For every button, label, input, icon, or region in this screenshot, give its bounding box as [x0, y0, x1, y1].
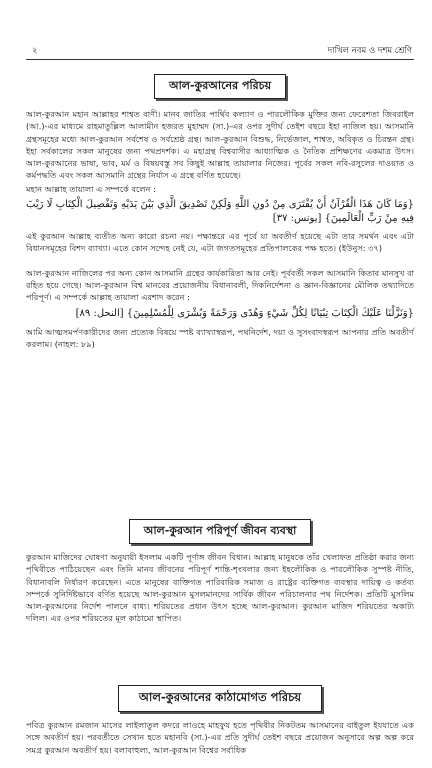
header-rule — [26, 59, 414, 60]
arabic-verse: {وَنَزَّلْنَا عَلَيْكَ الْكِتَابَ تِبْيَانًا لِكُلِّ شَيْءٍ وَهُدًى وَرَحْمَةً وَبُشْرَى لِلْمُسْلِمِينَ} [النحل: ٨٩] — [75, 307, 414, 319]
quote-intro: মহান আল্লাহ তায়ালা এ সম্পর্কে বলেন : — [26, 183, 156, 194]
page-number: ২ — [32, 46, 38, 56]
section-title: আল-কুরআন পরিপূর্ণ জীবন ব্যবস্থা — [129, 519, 312, 544]
arabic-verse: {وَمَا كَانَ هَذَا الْقُرْآنُ أَنْ يُفْتَرَى مِنْ دُونِ اللَّهِ وَلَكِنْ تَصْدِيقَ الَّذِي بَيْنَ يَدَيْهِ وَتَفْصِيلَ الْكِتَابِ لَا رَيْبَ فِيهِ مِنْ رَبِّ الْعَالَمِينَ} [يونس: ٣٧] — [26, 199, 414, 225]
section-structure — [26, 685, 414, 756]
verse-translation: এই কুরআন আল্লাহ ব্যতীত অন্য কারো রচনা নয়। পক্ষান্তরে এর পূর্বে যা অবতীর্ণ হয়েছে এটা তার সমর্থন এবং এটা বিধানসমূহের বিশদ ব্যাখ্যা। এতে কোন সন্দেহ নেই যে, এটা জগতসমূহের প্রতিপালকের পক্ষ হতে। (ইউনুস: ৩৭) — [26, 231, 414, 254]
section-complete-life-system — [26, 519, 414, 625]
paragraph: কুরআন মাজিদের ঘোষণা অনুযায়ী ইসলাম একটি পূর্ণাঙ্গ জীবন বিধান। আল্লাহ মানুষকে তাঁর খেলাফত প্রতিষ্ঠা করার জন্য পৃথিবীতে পাঠিয়েছেন এবং তিনি মানব জীবনের পরিপূর্ণ শান্তি-শৃংখলার জন্য ইহলৌকিক ও পারলৌকিক সুস্পষ্ট নীতি, বিধানাবলি নির্ধারণ করেছেন। এতে মানুষের ব্যক্তিগত পারিবারিক সমাজ ও রাষ্ট্রের ব্যক্তিগত ব্যবস্থার দায়িত্ব ও কর্তব্য সম্পর্কে সুনির্দিষ্টভাবে বর্ণিত হয়েছে আল-কুরআন মুসলমানদের সার্বিক জীবন পরিচালনার পথ নির্দেশক। প্রতিটি মুসলিম আল-কুরআনের নির্দেশ পালনে বাধ্য। শরিয়তের প্রধান উৎস হচ্ছে আল-কুরআন। কুরআন মাজিদ শরিয়তের অকাট্য দলিল। এর ওপর শরিয়তের মূল কাঠামো স্থাপিত। — [26, 552, 414, 624]
class-label: দাখিল নবম ও দশম শ্রেণি — [327, 46, 412, 56]
section-title: আল-কুরআনের কাঠামোগত পরিচয় — [118, 685, 322, 712]
verse-translation: আমি আত্মসমর্পণকারীদের জন্য প্রত্যেক বিষয়ে স্পষ্ট ব্যাখ্যাস্বরূপ, পথনির্দেশ, দয়া ও সুসংবাদস্বরূপ আপনার প্রতি অবতীর্ণ করলাম। (নাহল: ৮৯) — [26, 326, 414, 349]
paragraph: আল-কুরআন নাজিলের পর অন্য কোন আসমানি গ্রন্থের কার্যকারিতা আর নেই। পূর্ববর্তী সকল আসমানি কিতাব মানসুখ বা রহিত হয়ে গেছে। আল-কুরআন বিশ্ব মানবের প্রয়োজনীয় বিধানাবলী, দিকনির্দেশনা ও জ্ঞান-বিজ্ঞানের মৌলিক তথ্যাদিতে পরিপূর্ণ। এ সম্পর্কে আল্লাহ তায়ালা এরশাদ করেন : — [26, 267, 414, 303]
section-title: আল-কুরআনের পরিচয় — [154, 74, 286, 99]
paragraph: আল-কুরআন মহান আল্লাহর শাশ্বত বাণী। মানব জাতির পার্থিব কল্যাণ ও পারলৌকিক মুক্তির জন্য ফেরেশতা জিবরাইল (আ.)-এর মাধ্যমে রাহমাতুল্লিল আলামীন হজরত মুহাম্মদ (সা.)-এর ওপর সুদীর্ঘ তেইশ বছরে ইহা নাজিল হয়। আসমানি গ্রন্থসমূহের মধ্যে আল-কুরআন সর্বশেষ ও সর্বশ্রেষ্ঠ গ্রন্থ। আল-কুরআন বিশুদ্ধ, নির্ভেজাল, শাশ্বত, অবিকৃত ও চিরন্তন গ্রন্থ। ইহা সর্বকালের সকল মানুষের জন্য পথপ্রদর্শক। এ মহাগ্রন্থ বিশ্ববাসীর আধ্যাত্মিক ও নৈতিক প্রশিক্ষণের একমাত্র উৎস। আল-কুরআনের ভাষা, ভাব, মর্ম ও বিষয়বস্তু সব কিছুই আল্লাহ তায়ালার নিজের। পূর্বের সকল নবি-রসুলের দাওয়াত ও কর্মপদ্ধতি এবং সকল আসমানি গ্রন্থের নির্যাস এ গ্রন্থে বর্ণিত হয়েছে। — [26, 109, 414, 181]
section-quran-intro — [26, 74, 414, 350]
paragraph: পবিত্র কুরআন রমজান মাসের লাইলাতুল কদরে লাওহে মাহফুয হতে পৃথিবীর নিকটতম আসমানের বাইতুল ইযযাতে এক সঙ্গে অবতীর্ণ হয়। পরবর্তীতে সেখান হতে মহানবি (সা.)-এর প্রতি সুদীর্ঘ তেইশ বছরে প্রয়োজন অনুসারে অল্প অল্প করে সমগ্র কুরআন অবতীর্ণ হয়। বলাবাহুল্য, আল-কুরআন বিশ্বের সর্বাধিক — [26, 720, 414, 755]
running-header — [26, 44, 414, 58]
